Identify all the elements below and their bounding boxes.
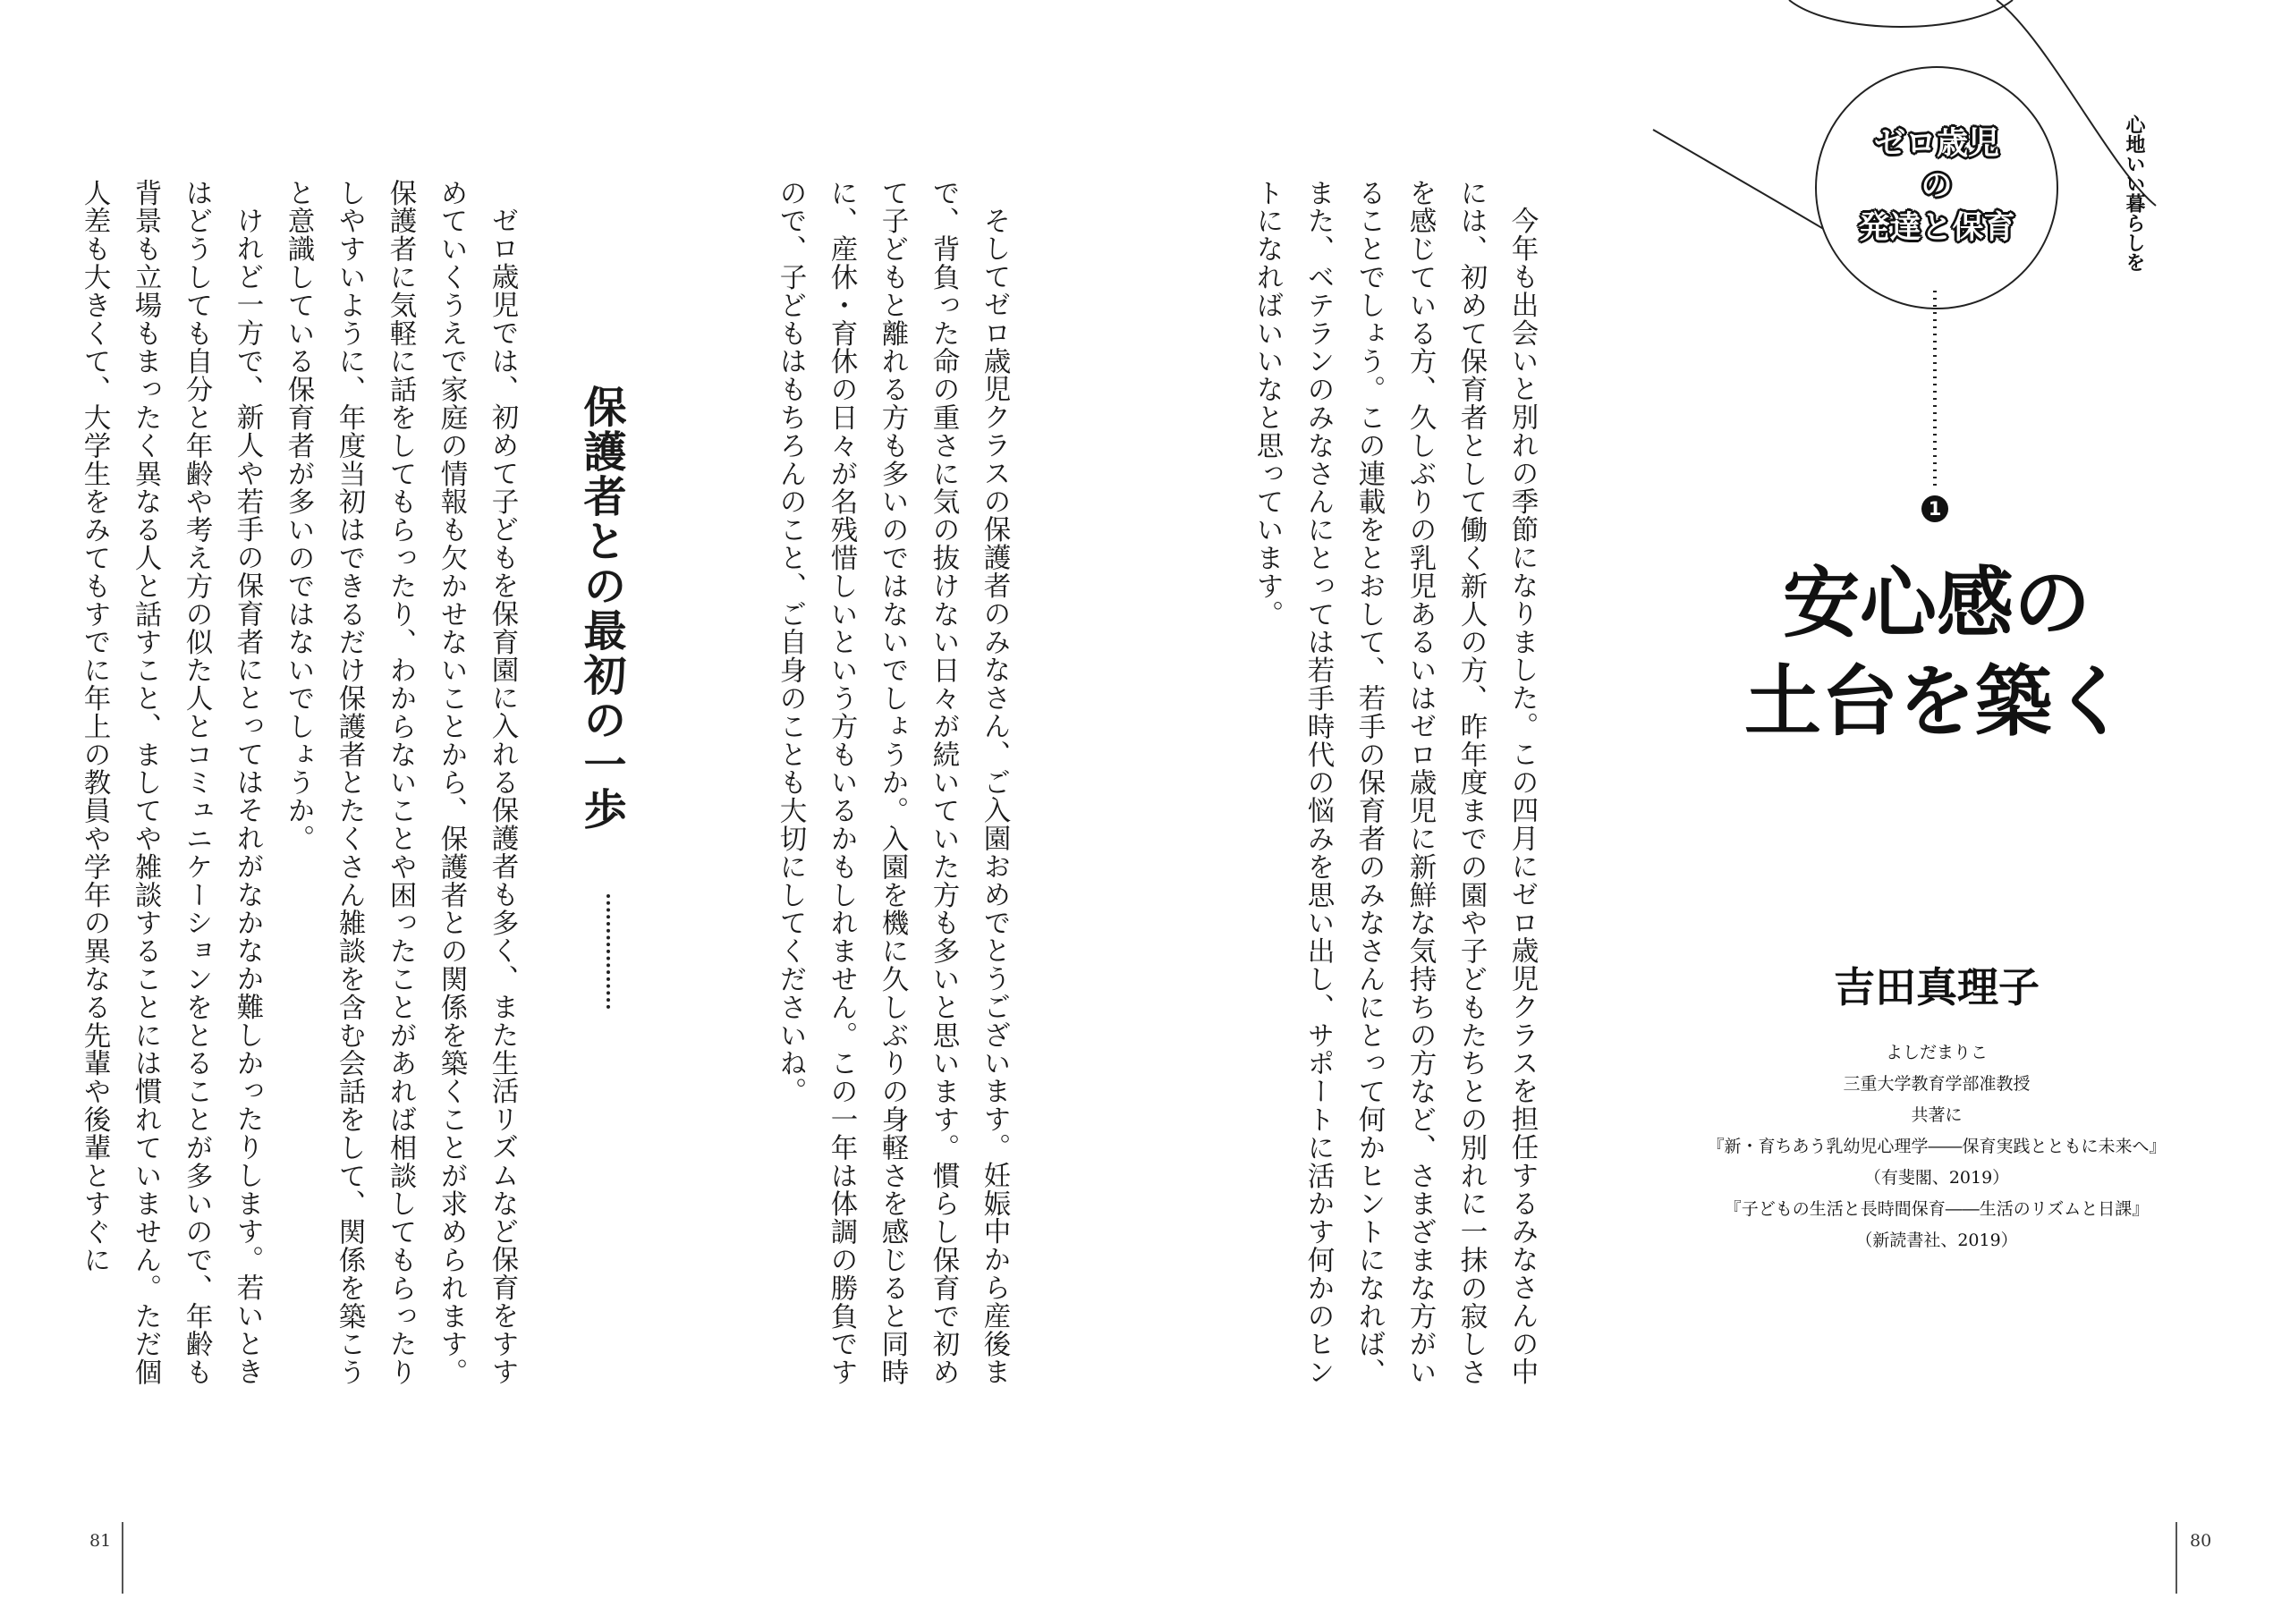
series-title-line: の [1921,168,1953,204]
article-title-line: 安心感の [1783,559,2091,648]
body-paragraph: ゼロ歳児では、初めて子どもを保育園に入れる保護者も多く、また生活リズムなど保育をすすめていくうえで家庭の情報も欠かせないことから、保護者との関係を築くことが求められます。保護者に気軽に話をしてもらったり、わからないことや困ったことがあれば相談してもらったりしやすいように、年度当初はできるだけ保護者とたくさん雑談を含む会話をして、関係を築こうと意識している保育者が多いのではないでしょうか。 [283,179,518,1387]
series-title-line: 発達と保育 [1858,210,2015,246]
author-work-publisher: （新読書社、2019） [1855,1231,2018,1250]
page-rule-left [122,1522,123,1594]
body-paragraph: けれど一方で、新人や若手の保育者にとってはそれがなかなか難しかったりします。若いときはどうしても自分と年齢や考え方の似た人とコミュニケーションをとることが多いので、年齢も背景も立場もまったく異なる人と話すこと、ましてや雑談することには慣れていません。ただ個人差も大きくて、大学生をみてもすでに年上の教員や学年の異なる先輩や後輩とすぐに [79,179,263,1387]
intro-paragraph-block [1251,179,1548,1395]
author-reading: よしだまりこ [1885,1043,1988,1062]
body-paragraph-block [644,179,1020,1395]
author-work-publisher: （有斐閣、2019） [1863,1168,2010,1188]
author-affiliation: 三重大学教育学部准教授 [1843,1074,2031,1094]
author-work-title: 『新・育ちあう乳幼児心理学――保育実践とともに未来へ』 [1707,1137,2167,1156]
page-number-right: 80 [2190,1531,2212,1551]
page-rule-right [2176,1522,2177,1594]
article-title [1726,554,2147,751]
series-title [1834,123,2040,250]
section-heading: 保護者との最初の一歩 [576,385,626,832]
series-subtitle: 心地いい暮らしを [2123,114,2145,272]
author-works-label: 共著に [1911,1105,1963,1125]
arc-top [1789,0,2013,27]
author-name: 吉田真理子 [1834,963,2040,1011]
body-paragraph: そしてゼロ歳児クラスの保護者のみなさん、ご入園おめでとうございます。妊娠中から産後まで、背負った命の重さに気の抜けない日々が続いていた方も多いと思います。慣らし保育で初めて子どもと離れる方も多いのではないでしょうか。入園を機に久しぶりの身軽さを感じると同時に、産休・育休の日々が名残惜しいという方もいるかもしれません。この一年は体調の勝負ですので、子どもはもちろんのこと、ご自身のことも大切にしてくださいね。 [775,179,1010,1387]
intro-paragraph: 今年も出会いと別れの季節になりました。この四月にゼロ歳児クラスを担任するみなさんの中には、初めて保育者として働く新人の方、昨年度までの園や子どもたちとの別れに一抹の寂しさを感じている方、久しぶりの乳児あるいはゼロ歳児に新鮮な気持ちの方など、さまざまな方がいることでしょう。この連載をとおして、若手の保育者のみなさんにとって何かヒントになれば、また、ベテランのみなさんにとっては若手時代の悩みを思い出し、サポートに活かす何かのヒントになればいいなと思っています。 [1251,179,1538,1387]
author-profile [1700,1037,2174,1256]
article-title-line: 土台を築く [1744,657,2129,747]
section-heading-leader [606,894,610,1009]
page-number-left: 81 [89,1531,112,1551]
body-paragraph-block [79,179,528,1395]
series-title-line: ゼロ歳児 [1873,126,1999,162]
episode-number-badge: 1 [1921,495,1948,522]
author-work-title: 『子どもの生活と長時間保育――生活のリズムと日課』 [1724,1199,2150,1219]
